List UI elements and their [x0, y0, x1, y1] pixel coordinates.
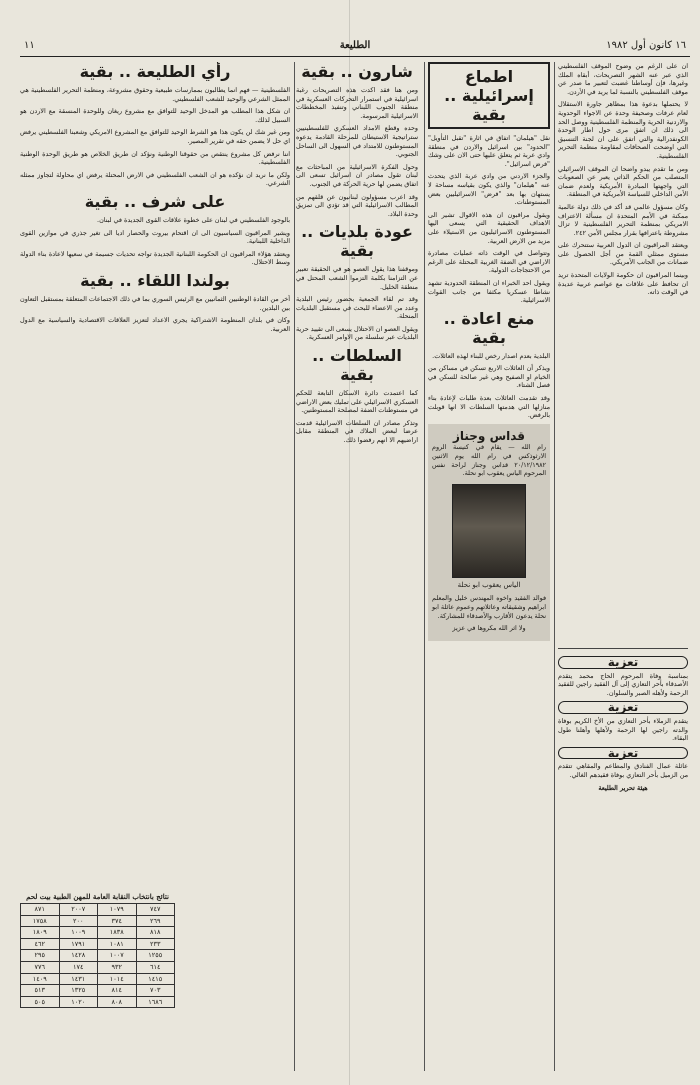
table-row: [21, 927, 175, 939]
photo-caption: الياس يعقوب ابو نحلة: [457, 580, 521, 589]
table-cell: ١٠٠٩: [59, 927, 98, 939]
headline-mass: قداس وجناز: [452, 428, 526, 443]
table-cell: ١٤١٥: [136, 973, 175, 985]
headline-rebuild-ban: منع اعادة .. بقية: [443, 308, 535, 347]
issue-date: ١٦ كانون أول ١٩٨٢: [606, 40, 686, 51]
table-cell: ٥٠٥: [21, 996, 60, 1008]
table-cell: ١٦٨٦: [136, 996, 175, 1008]
table-cell: ١٨٠٩: [21, 927, 60, 939]
column-left: [20, 62, 290, 885]
article-paragraph: ويقول مراقبون ان هذه الاقوال تشير الى الاهداف الحقيقية التي يسعى اليها المستوطنون الاسرائيليون من الاستيلاء على مزيد من الارض العربية.: [428, 210, 550, 245]
article-paragraph: وقد اعرب مسؤولون لبنانيون عن قلقهم من المطالب الاسرائيلية التي قد تؤدي الى تمزيق وحدة البلاد.: [296, 192, 418, 218]
notice-paragraph: رام الله — يقام في كنيسة الروم الارثوذكس في رام الله يوم الاثنين ٢٠/١٢/١٩٨٢ قداس وجناز لراحة نفس المرحوم الياس يعقوب ابو نحلة.: [432, 443, 546, 478]
table-cell: ١٤٢٨: [59, 950, 98, 962]
results-table: [20, 903, 175, 1008]
headline-authorities: السلطات .. بقية: [312, 346, 402, 385]
portrait-photo: [452, 484, 526, 578]
article-paragraph: وتذكر مصادر ان السلطات الاسرائيلية قدمت عرضا لبعض الملاك في المنطقة مقابل اراضيهم الا انهم رفضوا ذلك.: [296, 418, 418, 445]
condolence-text: عائلة عمال الفنادق والمطاعم والمقاهي تتقدم من الزميل بأحر التعازي بوفاة فقيدهم الغالي.: [558, 762, 688, 779]
article-paragraph: ويعتقد المراقبون ان الدول العربية ستتحرك على مستوى ممثلي القمة من أجل الحصول على ضمانات من الجانب الأمريكي.: [558, 241, 688, 267]
table-cell: ٢٠٠: [59, 915, 98, 927]
table-cell: ٢٦٩: [136, 915, 175, 927]
article-paragraph: وكان مسؤول عالمي قد أكد في ذلك دولة عالمية ممكنة في الأمم المتحدة ان مسألة الاعتراف الامريكي بمنظمة التحرير الفلسطينية لا تزال مشروطة باعترافها بقرار مجلس الأمن ٢٤٢.: [558, 202, 688, 237]
article-paragraph: كما اعتمدت دائرة الاسكان التابعة للحكم العسكري الاسرائيلي على تمليك بعض الاراضي في مستوطنات الضفة لمصلحة المستوطنين.: [296, 389, 418, 415]
headline-israeli-ambitions: اطماع إسرائيلية .. بقية: [428, 62, 550, 129]
headline-editorial: رأي الطليعة .. بقية: [79, 62, 231, 81]
article-paragraph: اننا نرفض كل مشروع ينتقص من حقوقنا الوطنية ونؤكد ان طريق الخلاص هو طريق الوحدة الوطنية الفلسطينية.: [20, 149, 290, 167]
table-row: [21, 950, 175, 962]
table-cell: ١٧٤: [59, 961, 98, 973]
table-cell: ٢٠٠٧: [59, 904, 98, 916]
table-cell: ١٠٢٠: [59, 996, 98, 1008]
table-row: [21, 996, 175, 1008]
column-rule: [294, 62, 295, 1071]
column-2: [428, 62, 550, 1071]
table-row: [21, 915, 175, 927]
condolence-heading: تعزية: [558, 747, 688, 760]
table-row: [21, 985, 175, 997]
article-paragraph: ويقول العصو ان الاحتلال يسعى الى تقييد حرية البلديات عبر سلسلة من الاوامر العسكرية.: [296, 324, 418, 342]
table-cell: ٩٣٢: [98, 961, 137, 973]
table-row: [21, 973, 175, 985]
article-paragraph: ويشير المراقبون السياسيون الى ان اقتحام بيروت والحصار اديا الى تغير جذري في موازين القوى الداخلية اللبنانية.: [20, 228, 290, 246]
section-divider: [558, 648, 688, 649]
table-cell: ١٠٨١: [98, 938, 137, 950]
table-cell: ١٨٣٨: [98, 927, 137, 939]
article-paragraph: ومن غير شك لن يكون هذا هو الشرط الوحيد للتوافق مع المشروع الامريكي وشعبنا الفلسطيني يرفض اي حل لا يضمن حقه في تقرير المصير.: [20, 128, 290, 145]
article-paragraph: الفلسطينية — فهم انما يطالبون بممارسات طبيعية وحقوق مشروعة، ومنظمة التحرير الفلسطينية هي الممثل الشرعي والوحيد للشعب الفلسطيني.: [20, 86, 290, 103]
article-paragraph: ان على الرغم من وضوح الموقف الفلسطيني الذي عبر عنه الشهر التصريحات، أبقاه الملك وغيرها، فإن أوساطنا غضبت لتعبير ما صدر عن موقف الفلسطيني بالنسبة لما يريد في الأردن.: [558, 62, 688, 96]
table-cell: ١٣٢٥: [59, 985, 98, 997]
table-cell: ١٤٣١: [59, 973, 98, 985]
headline-sharon: شارون .. بقية: [301, 62, 413, 81]
table-title: نتائج بانتخاب النقابة العامة للمهن الطبية بيت لحم: [26, 892, 169, 901]
page-number: ١١: [24, 40, 35, 51]
mass-notice: [428, 424, 550, 641]
article-paragraph: وقد تقدمت العائلات بعدة طلبات لإعادة بناء منازلها التي هدمتها السلطات الا انها قوبلت بالرفض.: [428, 394, 550, 420]
table-cell: ١٠١٤: [98, 973, 137, 985]
condolence-text: يتقدم الزملاء بأحر التعازي من الأخ الكريم بوفاة والدته راجين لها الرحمة ولأهلها وأهلنا طول البقاء.: [558, 716, 688, 743]
article-paragraph: ان شكل هذا المطلب هو المدخل الوحيد للتوافق مع مشروع ريغان وللوحدة المنسقة مع الاردن هو السبيل لذلك.: [20, 107, 290, 124]
condolence-signature: هيئة تحرير الطليعة: [598, 783, 648, 792]
column-right: [558, 62, 688, 645]
article-paragraph: وبينما المراقبون ان حكومة الولايات المتحدة تريد ان تحافظ على علاقات مع عواصم عربية عديدة في الوقت ذاته.: [558, 271, 688, 297]
notice-paragraph: فوالد الفقيد واخوه المهندس خليل والمعلم ابراهيم وشقيقاته وعائلاتهم وعموم عائلة ابو نحلة يدعون الأقارب والأصدقاء للمشاركة.: [432, 594, 546, 620]
article-paragraph: بالوجود الفلسطيني في لبنان على خطوة علاقات القوى الجديدة في لبنان.: [97, 215, 290, 224]
article-paragraph: وتتواصل في الوقت ذاته عمليات مصادرة الاراضي في الضفة الغربية المحتلة على الرغم من الاحتجاجات الدولية.: [428, 249, 550, 275]
notice-paragraph: ولا اثر الله مكروها في عزيز: [452, 624, 526, 633]
election-results-box: [20, 892, 175, 1072]
article-paragraph: وموقفنا هذا يقول العصو هو في الحقيقة تعبير عن التزامنا بكلمة التزموا الشعب المحتل في منطقة الخليل.: [296, 265, 418, 291]
article-paragraph: وكان في بلدان المنظومة الاشتراكية يجري الاعداد لتعزيز العلاقات الاقتصادية والسياسية مع الدول العربية.: [20, 316, 290, 333]
article-paragraph: آخر من القادة الوطنيين الثمانيين مع الرئيس السوري بما في ذلك الاجتماعات المتعلقة بمستقبل التعاون بين البلدين.: [20, 294, 290, 312]
table-cell: ١٠٠٧: [98, 950, 137, 962]
article-paragraph: البلدية بعدم اصدار رخص للبناء لهذه العائلات.: [432, 351, 550, 360]
article-paragraph: ولكن ما نريد ان نؤكده هو ان الشعب الفلسطيني في الارض المحتلة يرفض اي محاولة لتجاوز ممثله الشرعي.: [20, 170, 290, 188]
table-cell: ٦١٤: [136, 961, 175, 973]
article-paragraph: ومن ما تقدم يبدو واضحا ان الموقف الاسرائيلي المتصلب من الحكم الذاتي يعبر عن الصعوبات التي واجهتها المبادرة الأمريكية ولعدم ضمان الأمن الداخلي للسياسة الأمريكية في المنطقة.: [558, 164, 688, 199]
condolence-heading: تعزية: [558, 701, 688, 714]
column-3: [296, 62, 418, 1071]
table-cell: ٣٧٤: [98, 915, 137, 927]
table-cell: ١٢٥٥: [136, 950, 175, 962]
table-cell: ٧٠٣: [136, 985, 175, 997]
table-cell: ٥١٣: [21, 985, 60, 997]
article-paragraph: لا يحتملها بدعوة هذا بمظاهر جاورة الاستقلال لعام عرفات وصحيفة وحدة عن الاجواء الوحدوية والاردنية الحرية والمنظمة الفلسطينية ووصل الحد الى ذلك ان اتفق مرى حول اطار الوحدة الكونفدرالية والتي اتفق على ان لجنة التنسيق التي اوضحت الصحافات لمقاومة منظمة التحرير الفلسطينية.: [558, 100, 688, 160]
article-paragraph: ويقول احد الخبراء ان المنطقة الحدودية تشهد نشاطا عسكريا مكثفا من جانب القوات الاسرائيلية.: [428, 278, 550, 305]
table-cell: ١٠٧٩: [98, 904, 137, 916]
table-row: [21, 904, 175, 916]
column-rule: [554, 62, 555, 1071]
table-row: [21, 961, 175, 973]
table-cell: ٨١٤: [98, 985, 137, 997]
article-paragraph: والجزء الاردني من وادي عربة الذي يتحدث عنه "هيلمان" والذي يكون بقياسه مساحة لا يستهان بها بعد "فرض" الاسرائيليين بعض المستوطنات.: [428, 172, 550, 207]
table-cell: ١٤٠٩: [21, 973, 60, 985]
table-cell: ١٧٥٨: [21, 915, 60, 927]
headline-municipalities: عودة بلديات .. بقية: [301, 222, 413, 261]
article-paragraph: وحول الفكرة الاسرائيلية من المباحثات مع لبنان تقول مصادر ان اسرائيل تسعى الى اتفاق يضمن لها حرية الحركة في الجنوب.: [296, 162, 418, 188]
table-cell: ٨١٨: [136, 927, 175, 939]
article-paragraph: نقل "هيلمان" اتفاق في اثارة "تقبل التأويل" "الحدود" بين اسرائيل والاردن في منطقة وادي عربة ثم يتعلق عليها حتى الان على وشك "فرض اسرائيل".: [428, 134, 550, 168]
article-paragraph: وحده وقطع الامداد العسكري للفلسطينيين ستراتيجية الاستيطان للمرحلة القادمة يدعوه المستوطنون للامتداد في السهول الى الساحل الجنوبي.: [296, 124, 418, 159]
article-paragraph: ويعتقد هؤلاء المراقبون ان الحكومة اللبنانية الجديدة تواجه تحديات جسيمة في سعيها لاعادة بناء الدولة وسط الاحتلال.: [20, 249, 290, 267]
headline-poland: بولندا اللقاء .. بقية: [80, 270, 230, 290]
table-cell: ٨٧١: [21, 904, 60, 916]
condolence-box: [558, 652, 688, 1072]
table-row: [21, 938, 175, 950]
table-cell: ٢٩٥: [21, 950, 60, 962]
article-paragraph: وقد تم لقاء الجمعية بحضور رئيس البلدية وعدد من الاعضاء للبحث في مستقبل البلديات المنحلة.: [296, 295, 418, 321]
table-cell: ٢٣٣: [136, 938, 175, 950]
headline-honor: على شرف .. بقية: [84, 191, 226, 211]
page-header: [20, 38, 690, 57]
article-paragraph: ومن هنا فقد اكدت هذه التصريحات رغبة اسرائيلية في استمرار التحركات العسكرية في منطقة الجنوب اللبناني وتنفيذ المخططات الاسرائيلية المرسومة.: [296, 86, 418, 120]
newspaper-name: الطليعة: [339, 40, 371, 51]
article-paragraph: ويذكر أن العائلات الاربع تسكن في مساكن من الخيام او الصفيح وهي غير صالحة للسكن في فصل الشتاء.: [428, 364, 550, 390]
table-cell: ٧٧٦: [21, 961, 60, 973]
table-cell: ١٧٩١: [59, 938, 98, 950]
table-cell: ٧٤٧: [136, 904, 175, 916]
table-cell: ٤٦٢: [21, 938, 60, 950]
table-cell: ٨٠٨: [98, 996, 137, 1008]
condolence-heading: تعزية: [558, 656, 688, 669]
condolence-text: بمناسبة وفاة المرحوم الحاج محمد يتقدم الأصدقاء بأحر التعازي إلى آل الفقيد راجين للفقيد الرحمة ولأهله الصبر والسلوان.: [558, 671, 688, 697]
column-rule: [424, 62, 425, 1071]
